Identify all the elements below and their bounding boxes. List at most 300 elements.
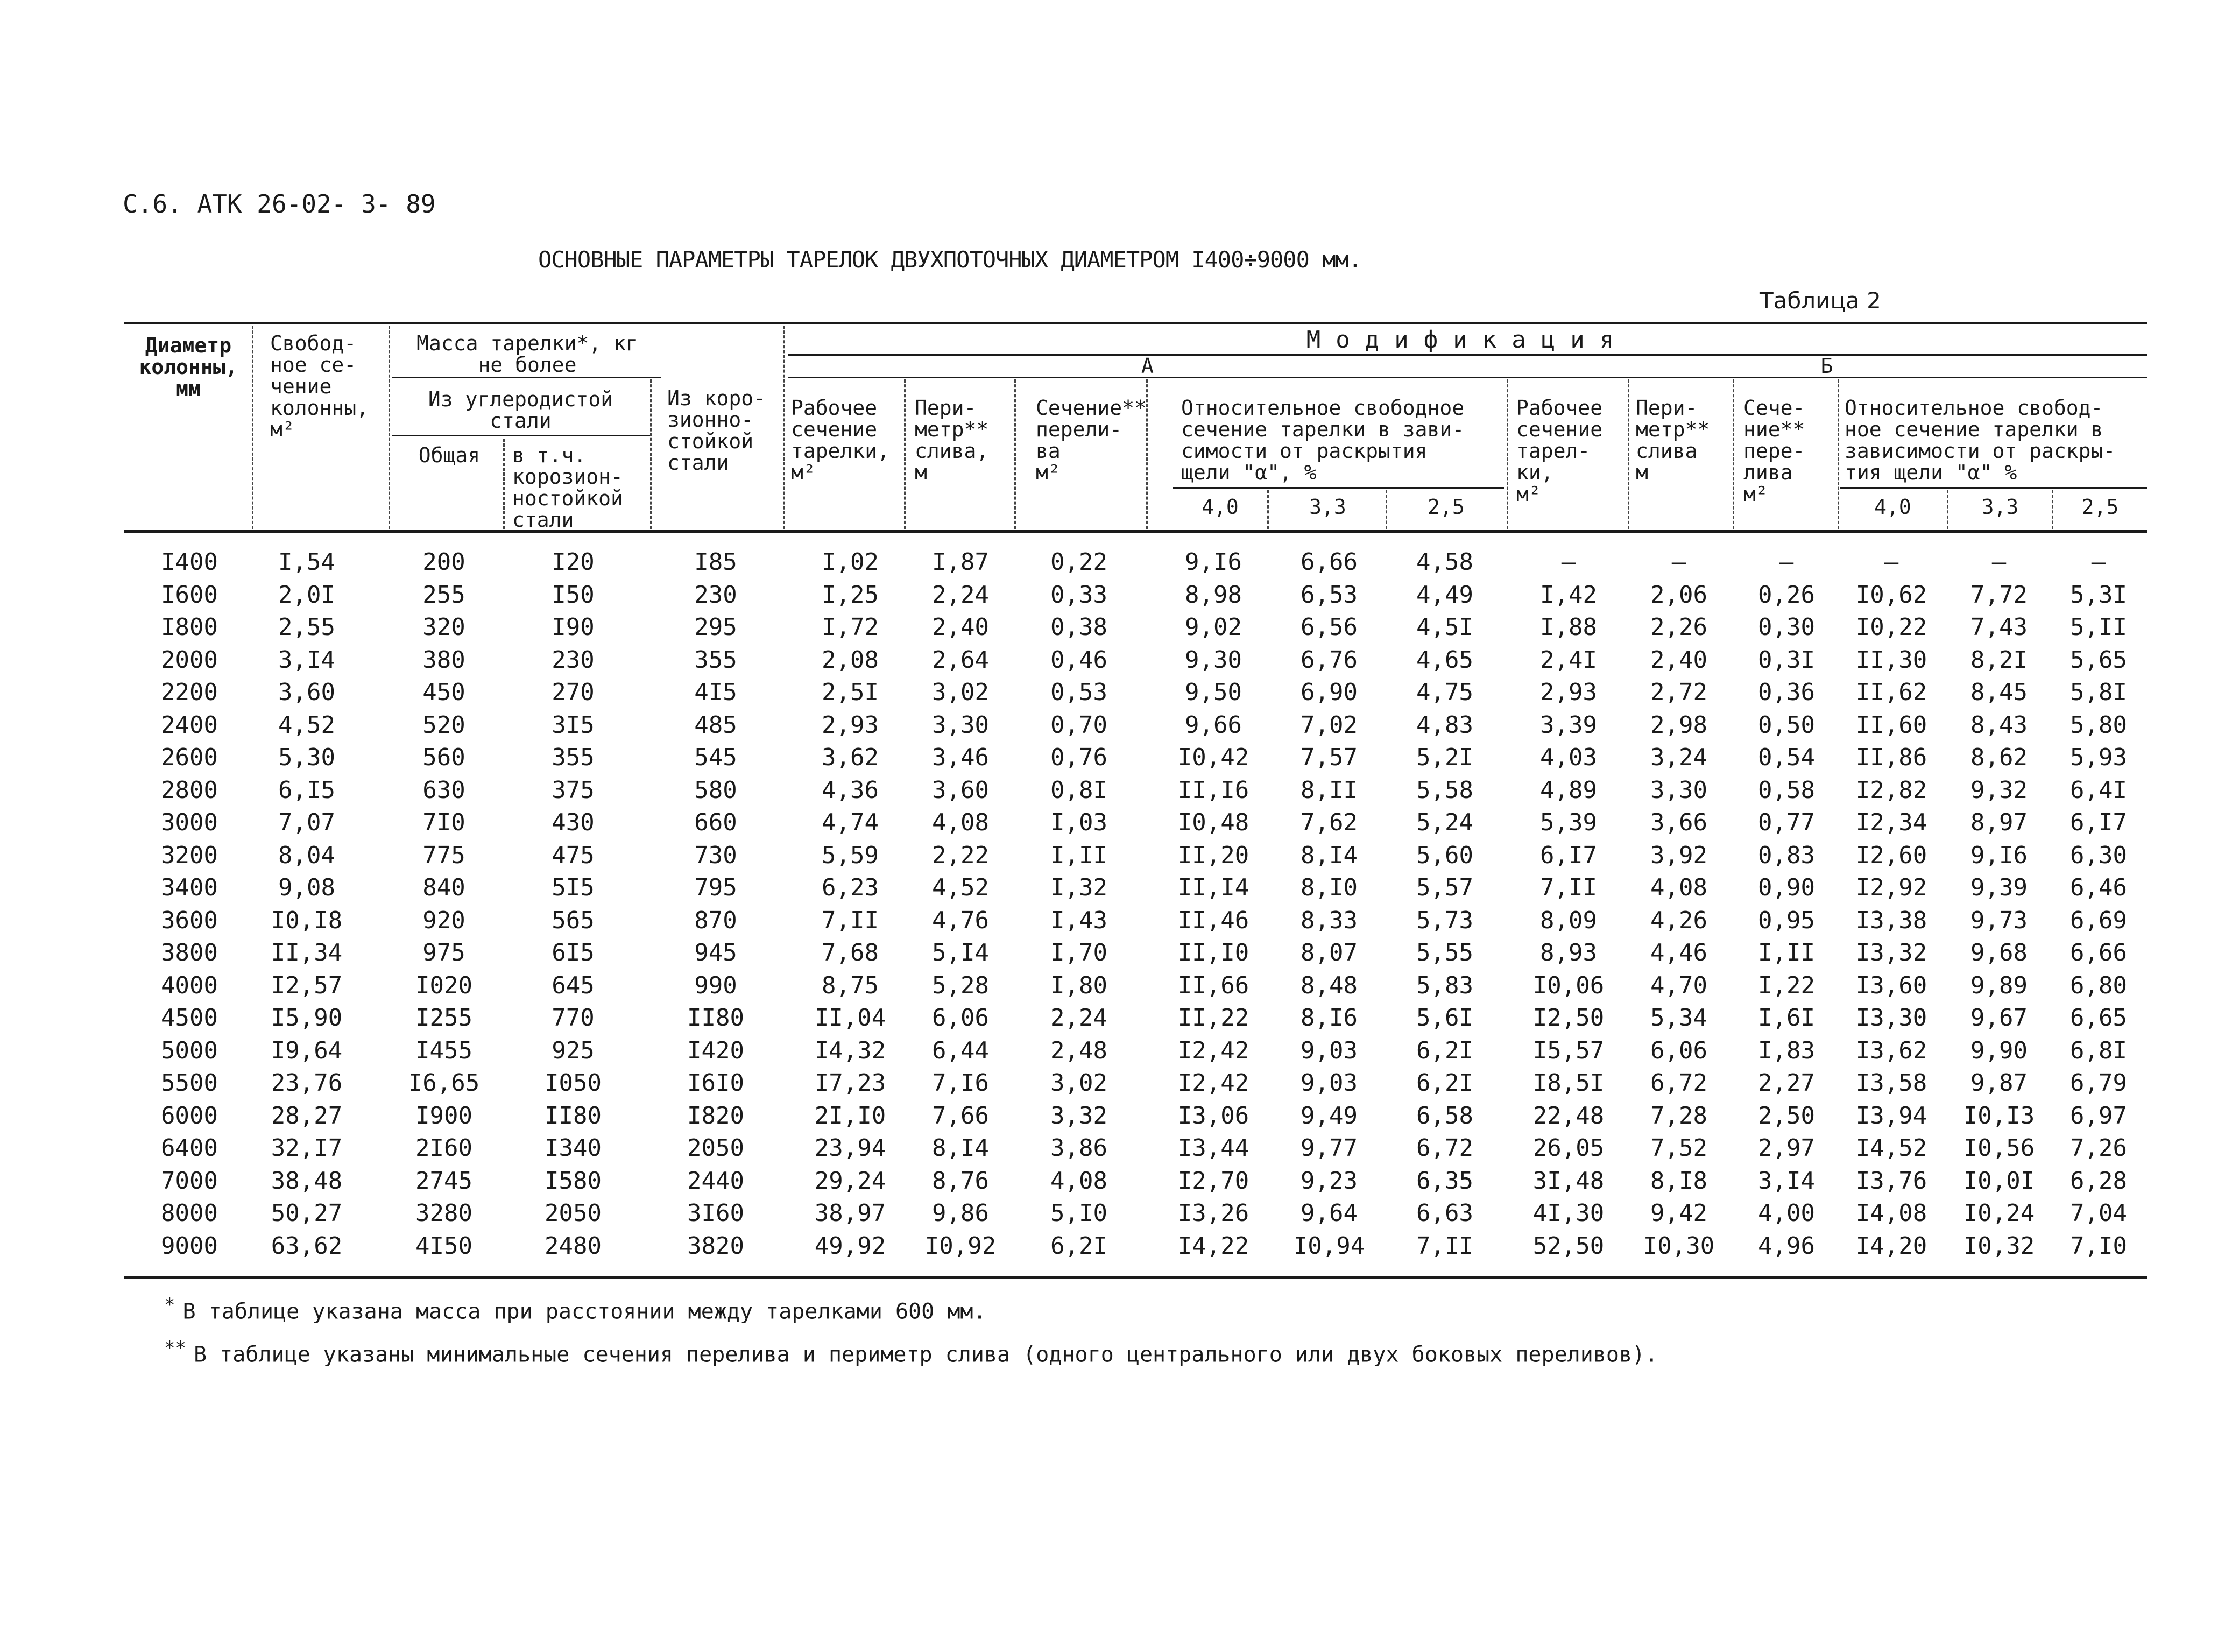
cell-b-working-section: 7,II [1540,874,1597,901]
cell-b-rel-2-5: 6,I7 [2070,809,2127,836]
cell-b-rel-3-3: 9,90 [1970,1036,2028,1064]
cell-b-rel-4-0: I3,32 [1855,939,1927,966]
cell-b-working-section: 2,93 [1540,679,1597,706]
cell-b-rel-2-5: 5,65 [2070,646,2127,674]
cell-mass-total: 560 [422,744,465,771]
cell-a-perimeter: 8,I4 [932,1134,989,1162]
page-reference: С.6. АТК 26-02- 3- 89 [123,189,436,218]
cell-b-rel-2-5: 7,26 [2070,1134,2127,1162]
cell-mass-total: 380 [422,646,465,674]
cell-b-working-section: I,88 [1540,613,1597,641]
cell-mass-stainless: 545 [694,744,737,771]
cell-b-rel-4-0: II,60 [1855,711,1927,739]
cell-b-rel-2-5: 6,30 [2070,841,2127,869]
cell-b-working-section: 52,50 [1532,1232,1605,1260]
cell-a-rel-4-0: I0,48 [1177,809,1249,836]
cell-mass-incl-stainless: 5I5 [552,874,595,901]
cell-b-rel-4-0: I2,34 [1855,809,1927,836]
header-mod-b: Б [1820,354,1833,378]
header-incl-stainless: в т.ч. корозион- ностойкой стали [512,443,623,532]
cell-a-working-section: 8,75 [822,971,879,999]
cell-a-working-section: 4,74 [822,809,879,836]
cell-mass-total: 2745 [415,1167,472,1195]
cell-mass-stainless: 3I60 [687,1199,744,1227]
cell-b-rel-3-3: 8,45 [1970,679,2028,706]
header-a-perimeter: Пери- метр** слива, м [915,396,989,484]
cell-b-rel-3-3: 9,39 [1970,874,2028,901]
cell-b-rel-3-3: 9,I6 [1970,841,2028,869]
column-separator [650,379,652,529]
cell-a-rel-2-5: 5,83 [1416,971,1473,999]
cell-free-section: 28,27 [271,1102,343,1129]
cell-mass-incl-stainless: I50 [552,581,595,609]
cell-b-overflow: 0,54 [1758,744,1815,771]
cell-mass-incl-stainless: 475 [552,841,595,869]
cell-b-rel-2-5: 5,3I [2070,581,2127,609]
column-separator [1507,379,1508,529]
cell-free-section: I0,I8 [271,906,343,934]
column-separator [904,379,906,529]
cell-a-overflow: 0,76 [1050,744,1107,771]
table-bottom-rule [124,1276,2147,1279]
slot-b-3-3: 3,3 [1981,495,2019,519]
cell-a-overflow: 2,24 [1050,1004,1107,1032]
cell-a-rel-4-0: 9,66 [1185,711,1242,739]
cell-b-overflow: 0,77 [1758,809,1815,836]
cell-b-rel-4-0: I0,22 [1855,613,1927,641]
cell-a-working-section: I7,23 [814,1069,886,1097]
cell-b-rel-2-5: 6,8I [2070,1036,2127,1064]
cell-a-rel-3-3: 6,66 [1301,548,1358,576]
cell-a-working-section: 38,97 [814,1199,886,1227]
cell-b-working-section: I5,57 [1532,1036,1605,1064]
cell-a-working-section: 2,5I [822,679,879,706]
cell-mass-stainless: 660 [694,809,737,836]
cell-free-section: 6,I5 [278,776,335,804]
cell-a-rel-4-0: 9,I6 [1185,548,1242,576]
cell-a-rel-3-3: I0,94 [1293,1232,1365,1260]
cell-a-working-section: 7,68 [822,939,879,966]
cell-b-working-section: – [1561,548,1576,576]
cell-mass-total: 840 [422,874,465,901]
cell-b-working-section: 26,05 [1532,1134,1605,1162]
cell-a-rel-4-0: II,66 [1177,971,1249,999]
cell-b-overflow: 4,96 [1758,1232,1815,1260]
cell-mass-stainless: I6I0 [687,1069,744,1097]
cell-free-section: I5,90 [271,1004,343,1032]
header-mass-group: Масса тарелки*, кг не более [416,331,638,377]
cell-b-rel-3-3: 8,43 [1970,711,2028,739]
cell-a-overflow: 0,53 [1050,679,1107,706]
cell-mass-total: 920 [422,906,465,934]
cell-a-rel-2-5: 6,2I [1416,1036,1473,1064]
cell-mass-stainless: I420 [687,1036,744,1064]
cell-mass-stainless: 2050 [687,1134,744,1162]
cell-a-rel-2-5: 6,35 [1416,1167,1473,1195]
cell-mass-incl-stainless: 375 [552,776,595,804]
footnote-text: В таблице указаны минимальные сечения перелива и периметр слива (одного центрального или двух боковых переливов). [193,1342,1658,1367]
cell-diameter: 8000 [161,1199,218,1227]
header-a-working-section: Рабочее сечение тарелки, м² [791,396,890,484]
cell-b-rel-4-0: II,62 [1855,679,1927,706]
cell-a-rel-2-5: 4,58 [1416,548,1473,576]
cell-mass-total: 630 [422,776,465,804]
cell-b-perimeter: 4,08 [1650,874,1707,901]
cell-free-section: 2,55 [278,613,335,641]
cell-a-rel-3-3: 9,49 [1301,1102,1358,1129]
cell-free-section: 3,I4 [278,646,335,674]
cell-b-working-section: 5,39 [1540,809,1597,836]
cell-a-rel-4-0: II,22 [1177,1004,1249,1032]
cell-a-overflow: 0,8I [1050,776,1107,804]
cell-b-working-section: 8,93 [1540,939,1597,966]
slot-rule-b [1840,487,2147,489]
header-diameter: Диаметр колонны, мм [139,334,238,400]
cell-b-perimeter: 2,40 [1650,646,1707,674]
cell-b-rel-2-5: 5,80 [2070,711,2127,739]
cell-mass-incl-stainless: 925 [552,1036,595,1064]
cell-free-section: 9,08 [278,874,335,901]
header-b-perimeter: Пери- метр** слива м [1636,396,1710,484]
cell-a-rel-3-3: 8,I4 [1301,841,1358,869]
cell-mass-total: 975 [422,939,465,966]
cell-b-perimeter: 7,28 [1650,1102,1707,1129]
slot-a-4-0: 4,0 [1202,495,1239,519]
cell-b-rel-4-0: I3,30 [1855,1004,1927,1032]
cell-mass-incl-stainless: I580 [545,1167,602,1195]
cell-a-rel-3-3: 8,II [1301,776,1358,804]
cell-a-rel-2-5: 4,49 [1416,581,1473,609]
cell-b-rel-2-5: 6,66 [2070,939,2127,966]
cell-b-rel-3-3: 9,73 [1970,906,2028,934]
cell-mass-stainless: 2440 [687,1167,744,1195]
cell-diameter: 6000 [161,1102,218,1129]
cell-b-overflow: I,6I [1758,1004,1815,1032]
cell-mass-stainless: 3820 [687,1232,744,1260]
cell-a-overflow: I,03 [1050,809,1107,836]
cell-b-perimeter: 3,30 [1650,776,1707,804]
cell-b-overflow: 0,83 [1758,841,1815,869]
cell-a-rel-2-5: 5,57 [1416,874,1473,901]
cell-b-rel-2-5: 7,04 [2070,1199,2127,1227]
cell-b-perimeter: 2,98 [1650,711,1707,739]
cell-b-rel-2-5: 6,28 [2070,1167,2127,1195]
cell-a-overflow: I,70 [1050,939,1107,966]
cell-b-working-section: I,42 [1540,581,1597,609]
cell-mass-total: I020 [415,971,472,999]
cell-a-perimeter: 8,76 [932,1167,989,1195]
cell-mass-stainless: 4I5 [694,679,737,706]
cell-a-perimeter: 4,08 [932,809,989,836]
cell-mass-total: 3280 [415,1199,472,1227]
cell-b-perimeter: 3,24 [1650,744,1707,771]
cell-mass-incl-stainless: 355 [552,744,595,771]
cell-mass-incl-stainless: 2050 [545,1199,602,1227]
column-separator [1947,490,1948,529]
cell-mass-stainless: 580 [694,776,737,804]
cell-a-rel-4-0: 9,02 [1185,613,1242,641]
cell-diameter: 9000 [161,1232,218,1260]
cell-diameter: 3600 [161,906,218,934]
cell-b-overflow: 4,00 [1758,1199,1815,1227]
cell-diameter: 2200 [161,679,218,706]
cell-diameter: 6400 [161,1134,218,1162]
cell-a-rel-3-3: 6,76 [1301,646,1358,674]
cell-a-rel-3-3: 9,77 [1301,1134,1358,1162]
cell-b-rel-4-0: I3,38 [1855,906,1927,934]
cell-a-overflow: 3,32 [1050,1102,1107,1129]
cell-b-rel-4-0: I0,62 [1855,581,1927,609]
cell-b-overflow: 3,I4 [1758,1167,1815,1195]
cell-a-perimeter: 2,22 [932,841,989,869]
cell-b-working-section: 3,39 [1540,711,1597,739]
cell-b-overflow: 0,95 [1758,906,1815,934]
cell-free-section: 5,30 [278,744,335,771]
cell-b-rel-4-0: I2,92 [1855,874,1927,901]
cell-mass-incl-stainless: 2480 [545,1232,602,1260]
cell-b-rel-4-0: I3,60 [1855,971,1927,999]
cell-b-rel-4-0: I3,94 [1855,1102,1927,1129]
cell-a-perimeter: 4,76 [932,906,989,934]
cell-a-overflow: I,43 [1050,906,1107,934]
slot-b-2-5: 2,5 [2081,495,2119,519]
cell-b-overflow: 2,97 [1758,1134,1815,1162]
footnote-overflow [164,1337,1658,1367]
cell-a-rel-2-5: 4,83 [1416,711,1473,739]
cell-b-perimeter: 2,26 [1650,613,1707,641]
cell-a-rel-2-5: 4,65 [1416,646,1473,674]
cell-b-working-section: 4I,30 [1532,1199,1605,1227]
cell-a-rel-4-0: II,I6 [1177,776,1249,804]
cell-a-working-section: I,72 [822,613,879,641]
cell-mass-total: I900 [415,1102,472,1129]
cell-a-overflow: 0,33 [1050,581,1107,609]
cell-a-rel-2-5: 5,24 [1416,809,1473,836]
cell-a-rel-4-0: II,I4 [1177,874,1249,901]
column-separator [1386,490,1387,529]
cell-a-rel-4-0: I3,44 [1177,1134,1249,1162]
cell-b-perimeter: 3,66 [1650,809,1707,836]
cell-diameter: 7000 [161,1167,218,1195]
cell-a-rel-3-3: 6,90 [1301,679,1358,706]
cell-mass-total: I455 [415,1036,472,1064]
cell-free-section: I,54 [278,548,335,576]
column-separator [389,326,390,529]
cell-diameter: 2000 [161,646,218,674]
cell-diameter: 5500 [161,1069,218,1097]
cell-diameter: 3800 [161,939,218,966]
cell-mass-incl-stainless: I340 [545,1134,602,1162]
cell-free-section: 3,60 [278,679,335,706]
column-separator [1014,379,1016,529]
cell-b-working-section: I8,5I [1532,1069,1605,1097]
cell-a-rel-4-0: 9,50 [1185,679,1242,706]
cell-diameter: 5000 [161,1036,218,1064]
cell-b-perimeter: 8,I8 [1650,1167,1707,1195]
cell-b-overflow: 0,26 [1758,581,1815,609]
cell-free-section: 23,76 [271,1069,343,1097]
cell-mass-total: 775 [422,841,465,869]
cell-b-perimeter: 7,52 [1650,1134,1707,1162]
cell-a-rel-4-0: II,I0 [1177,939,1249,966]
cell-mass-stainless: 730 [694,841,737,869]
cell-mass-incl-stainless: 430 [552,809,595,836]
cell-a-overflow: I,80 [1050,971,1107,999]
cell-a-rel-2-5: 5,6I [1416,1004,1473,1032]
cell-a-rel-2-5: 4,75 [1416,679,1473,706]
header-carbon-steel: Из углеродистой стали [428,387,613,433]
cell-a-overflow: 0,70 [1050,711,1107,739]
cell-b-rel-3-3: I0,I3 [1963,1102,2035,1129]
mod-ab-rule [788,377,2147,378]
header-a-overflow: Сечение** перели- ва м² [1036,396,1147,484]
cell-b-rel-4-0: II,86 [1855,744,1927,771]
cell-a-perimeter: 3,30 [932,711,989,739]
header-b-overflow: Сече- ние** пере- лива м² [1743,396,1805,506]
cell-mass-total: 520 [422,711,465,739]
cell-b-overflow: I,22 [1758,971,1815,999]
cell-a-rel-3-3: 6,56 [1301,613,1358,641]
cell-mass-incl-stainless: 3I5 [552,711,595,739]
cell-a-rel-2-5: 5,60 [1416,841,1473,869]
cell-mass-incl-stainless: I20 [552,548,595,576]
cell-a-working-section: 4,36 [822,776,879,804]
cell-b-rel-2-5: 6,79 [2070,1069,2127,1097]
cell-b-rel-3-3: I0,56 [1963,1134,2035,1162]
cell-a-working-section: I,02 [822,548,879,576]
cell-a-overflow: 0,38 [1050,613,1107,641]
cell-a-overflow: 3,86 [1050,1134,1107,1162]
cell-free-section: 8,04 [278,841,335,869]
cell-a-working-section: I4,32 [814,1036,886,1064]
cell-b-perimeter: 6,72 [1650,1069,1707,1097]
cell-diameter: 3200 [161,841,218,869]
cell-diameter: 3400 [161,874,218,901]
cell-b-rel-3-3: 7,72 [1970,581,2028,609]
cell-mass-total: 200 [422,548,465,576]
cell-a-overflow: 0,22 [1050,548,1107,576]
cell-a-perimeter: 3,02 [932,679,989,706]
cell-mass-incl-stainless: 6I5 [552,939,595,966]
cell-a-perimeter: I0,92 [924,1232,997,1260]
cell-b-rel-2-5: 5,8I [2070,679,2127,706]
cell-b-rel-4-0: II,30 [1855,646,1927,674]
cell-b-perimeter: I0,30 [1643,1232,1715,1260]
cell-free-section: 4,52 [278,711,335,739]
cell-mass-total: I6,65 [408,1069,480,1097]
cell-a-rel-4-0: I4,22 [1177,1232,1249,1260]
cell-b-rel-2-5: 6,65 [2070,1004,2127,1032]
cell-b-rel-3-3: – [1991,548,2007,576]
cell-a-rel-4-0: I3,06 [1177,1102,1249,1129]
cell-a-perimeter: 6,06 [932,1004,989,1032]
header-modification: Модификация [1306,326,1629,354]
cell-b-rel-4-0: I2,82 [1855,776,1927,804]
cell-mass-stainless: 795 [694,874,737,901]
cell-mass-stainless: 485 [694,711,737,739]
cell-a-rel-4-0: I0,42 [1177,744,1249,771]
cell-mass-incl-stainless: I90 [552,613,595,641]
cell-b-working-section: 4,03 [1540,744,1597,771]
column-separator [1267,490,1269,529]
carbon-steel-rule [392,435,650,436]
cell-free-section: II,34 [271,939,343,966]
cell-a-working-section: 49,92 [814,1232,886,1260]
cell-b-perimeter: 2,06 [1650,581,1707,609]
cell-b-overflow: 0,50 [1758,711,1815,739]
cell-b-overflow: 0,90 [1758,874,1815,901]
cell-a-rel-4-0: I2,42 [1177,1069,1249,1097]
cell-a-rel-3-3: 8,33 [1301,906,1358,934]
cell-a-rel-3-3: 8,I0 [1301,874,1358,901]
cell-a-rel-3-3: 6,53 [1301,581,1358,609]
cell-mass-total: 320 [422,613,465,641]
cell-b-rel-4-0: I3,76 [1855,1167,1927,1195]
column-separator [252,326,253,529]
cell-b-perimeter: 4,46 [1650,939,1707,966]
cell-a-overflow: 3,02 [1050,1069,1107,1097]
footnote-text: В таблице указана масса при расстоянии между тарелками 600 мм. [182,1299,986,1324]
header-a-relative: Относительное свободное сечение тарелки в зави- симости от раскрытия щели "α", % [1181,396,1465,484]
header-bottom-rule [124,530,2147,533]
cell-b-rel-3-3: I0,24 [1963,1199,2035,1227]
cell-b-rel-3-3: 8,97 [1970,809,2028,836]
cell-mass-incl-stainless: 645 [552,971,595,999]
cell-a-overflow: 6,2I [1050,1232,1107,1260]
cell-b-rel-3-3: I0,0I [1963,1167,2035,1195]
cell-a-perimeter: 5,28 [932,971,989,999]
cell-free-section: I2,57 [271,971,343,999]
cell-a-rel-3-3: 9,03 [1301,1036,1358,1064]
cell-b-overflow: 0,58 [1758,776,1815,804]
cell-b-working-section: 3I,48 [1532,1167,1605,1195]
cell-b-perimeter: 6,06 [1650,1036,1707,1064]
cell-a-rel-4-0: II,20 [1177,841,1249,869]
cell-a-perimeter: 7,66 [932,1102,989,1129]
cell-a-perimeter: 3,46 [932,744,989,771]
cell-a-rel-2-5: 7,II [1416,1232,1473,1260]
cell-b-working-section: I0,06 [1532,971,1605,999]
cell-b-rel-2-5: 7,I0 [2070,1232,2127,1260]
header-stainless: Из коро- зионно- стойкой стали [667,386,766,475]
cell-a-perimeter: 2,64 [932,646,989,674]
cell-mass-stainless: 945 [694,939,737,966]
cell-mass-stainless: 230 [694,581,737,609]
cell-b-rel-3-3: I0,32 [1963,1232,2035,1260]
cell-a-working-section: 2,08 [822,646,879,674]
cell-a-rel-3-3: 9,03 [1301,1069,1358,1097]
cell-b-rel-2-5: 6,46 [2070,874,2127,901]
cell-diameter: 2800 [161,776,218,804]
cell-a-working-section: I,25 [822,581,879,609]
cell-a-working-section: 2,93 [822,711,879,739]
cell-b-overflow: 0,36 [1758,679,1815,706]
cell-b-perimeter: 4,26 [1650,906,1707,934]
cell-diameter: 2400 [161,711,218,739]
cell-a-rel-4-0: II,46 [1177,906,1249,934]
cell-b-overflow: 0,3I [1758,646,1815,674]
cell-a-rel-2-5: 6,2I [1416,1069,1473,1097]
header-b-working-section: Рабочее сечение тарел- ки, м² [1516,396,1603,506]
cell-b-perimeter: 3,92 [1650,841,1707,869]
column-separator [503,439,505,529]
cell-mass-total: 4I50 [415,1232,472,1260]
cell-b-rel-2-5: – [2091,548,2106,576]
cell-b-rel-2-5: 5,93 [2070,744,2127,771]
cell-a-rel-2-5: 6,58 [1416,1102,1473,1129]
cell-a-rel-4-0: 8,98 [1185,581,1242,609]
cell-a-rel-2-5: 5,2I [1416,744,1473,771]
